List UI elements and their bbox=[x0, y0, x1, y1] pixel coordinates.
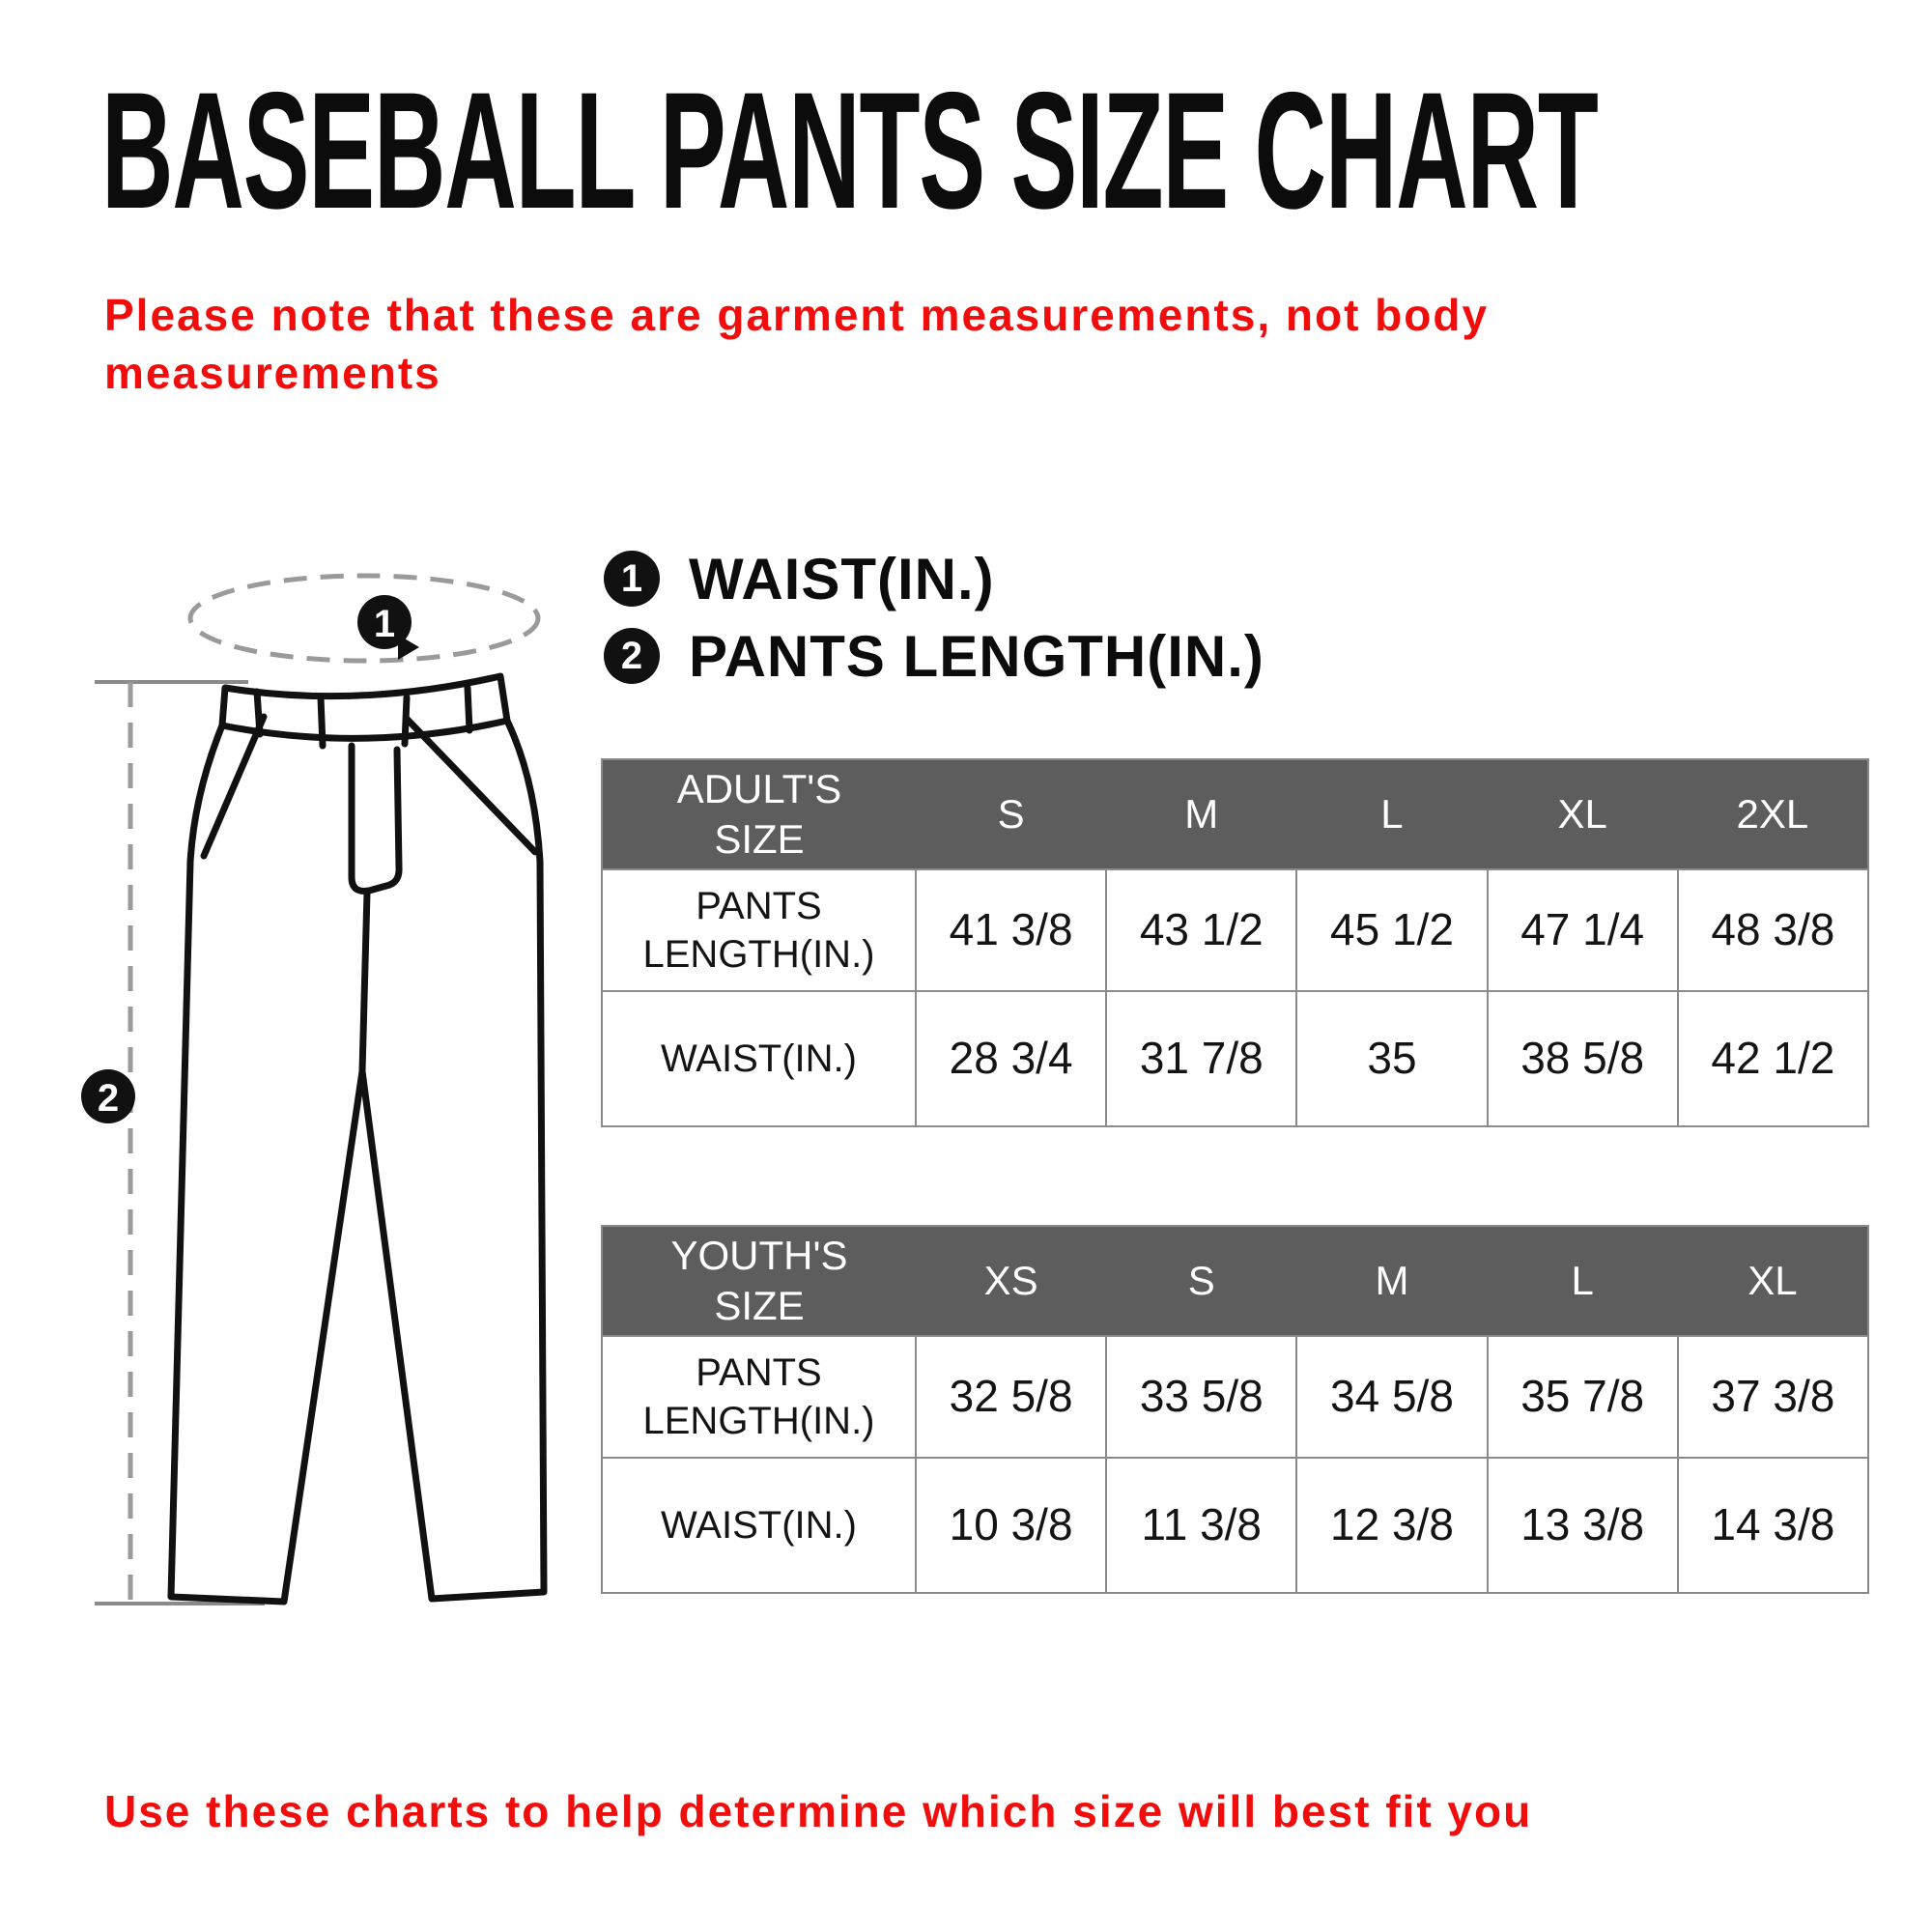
marker-1-number: 1 bbox=[373, 603, 396, 645]
row-label: WAIST(IN.) bbox=[602, 991, 916, 1126]
youth-col-s: S bbox=[1106, 1226, 1296, 1336]
size-value-cell: 45 1/2 bbox=[1296, 869, 1487, 991]
size-value-cell: 32 5/8 bbox=[916, 1336, 1106, 1458]
size-value-cell: 11 3/8 bbox=[1106, 1458, 1296, 1593]
size-value-cell: 34 5/8 bbox=[1296, 1336, 1487, 1458]
row-label: WAIST(IN.) bbox=[602, 1458, 916, 1593]
page-title: BASEBALL PANTS SIZE CHART bbox=[101, 58, 1598, 243]
youth-waist-row bbox=[602, 1458, 1868, 1593]
size-value-cell: 12 3/8 bbox=[1296, 1458, 1487, 1593]
size-value-cell: 33 5/8 bbox=[1106, 1336, 1296, 1458]
youth-header-row bbox=[602, 1226, 1868, 1336]
adult-size-header-cell: ADULT'S SIZE bbox=[602, 759, 916, 869]
size-value-cell: 14 3/8 bbox=[1678, 1458, 1868, 1593]
youth-col-xs: XS bbox=[916, 1226, 1106, 1336]
youth-col-m: M bbox=[1296, 1226, 1487, 1336]
youth-size-table bbox=[601, 1225, 1869, 1594]
garment-measurement-note bbox=[104, 286, 1489, 402]
waist-marker-badge: 1 bbox=[604, 551, 660, 607]
size-value-cell: 31 7/8 bbox=[1106, 991, 1296, 1126]
adult-col-xl: XL bbox=[1488, 759, 1678, 869]
size-value-cell: 47 1/4 bbox=[1488, 869, 1678, 991]
size-value-cell: 13 3/8 bbox=[1488, 1458, 1678, 1593]
size-value-cell: 43 1/2 bbox=[1106, 869, 1296, 991]
youth-size-header-cell: YOUTH'S SIZE bbox=[602, 1226, 916, 1336]
adult-col-s: S bbox=[916, 759, 1106, 869]
youth-col-l: L bbox=[1488, 1226, 1678, 1336]
size-value-cell: 35 7/8 bbox=[1488, 1336, 1678, 1458]
note-line-1: Please note that these are garment measurements, not body bbox=[104, 290, 1490, 340]
marker-2-number: 2 bbox=[97, 1077, 120, 1120]
waist-legend-label: WAIST(IN.) bbox=[689, 546, 995, 611]
size-value-cell: 38 5/8 bbox=[1488, 991, 1678, 1126]
note-line-2: measurements bbox=[104, 348, 441, 398]
size-value-cell: 28 3/4 bbox=[916, 991, 1106, 1126]
youth-pants-length-row bbox=[602, 1336, 1868, 1458]
adult-pants-length-row bbox=[602, 869, 1868, 991]
fit-advice-footer: Use these charts to help determine which size will best fit you bbox=[104, 1786, 1533, 1836]
adult-waist-row bbox=[602, 991, 1868, 1126]
size-value-cell: 48 3/8 bbox=[1678, 869, 1868, 991]
adult-col-2xl: 2XL bbox=[1678, 759, 1868, 869]
adult-header-row bbox=[602, 759, 1868, 869]
adult-col-m: M bbox=[1106, 759, 1296, 869]
legend-item-waist bbox=[604, 546, 995, 611]
row-label: PANTS LENGTH(IN.) bbox=[602, 869, 916, 991]
size-value-cell: 42 1/2 bbox=[1678, 991, 1868, 1126]
adult-size-table bbox=[601, 758, 1869, 1127]
youth-col-xl: XL bbox=[1678, 1226, 1868, 1336]
pants-measurement-diagram bbox=[58, 541, 599, 1700]
pants-outline-drawing bbox=[171, 676, 544, 1602]
size-value-cell: 37 3/8 bbox=[1678, 1336, 1868, 1458]
length-marker-badge: 2 bbox=[604, 628, 660, 684]
adult-col-l: L bbox=[1296, 759, 1487, 869]
size-value-cell: 10 3/8 bbox=[916, 1458, 1106, 1593]
size-value-cell: 41 3/8 bbox=[916, 869, 1106, 991]
row-label: PANTS LENGTH(IN.) bbox=[602, 1336, 916, 1458]
legend-item-pants-length bbox=[604, 623, 1264, 689]
length-legend-label: PANTS LENGTH(IN.) bbox=[689, 623, 1264, 689]
size-value-cell: 35 bbox=[1296, 991, 1487, 1126]
